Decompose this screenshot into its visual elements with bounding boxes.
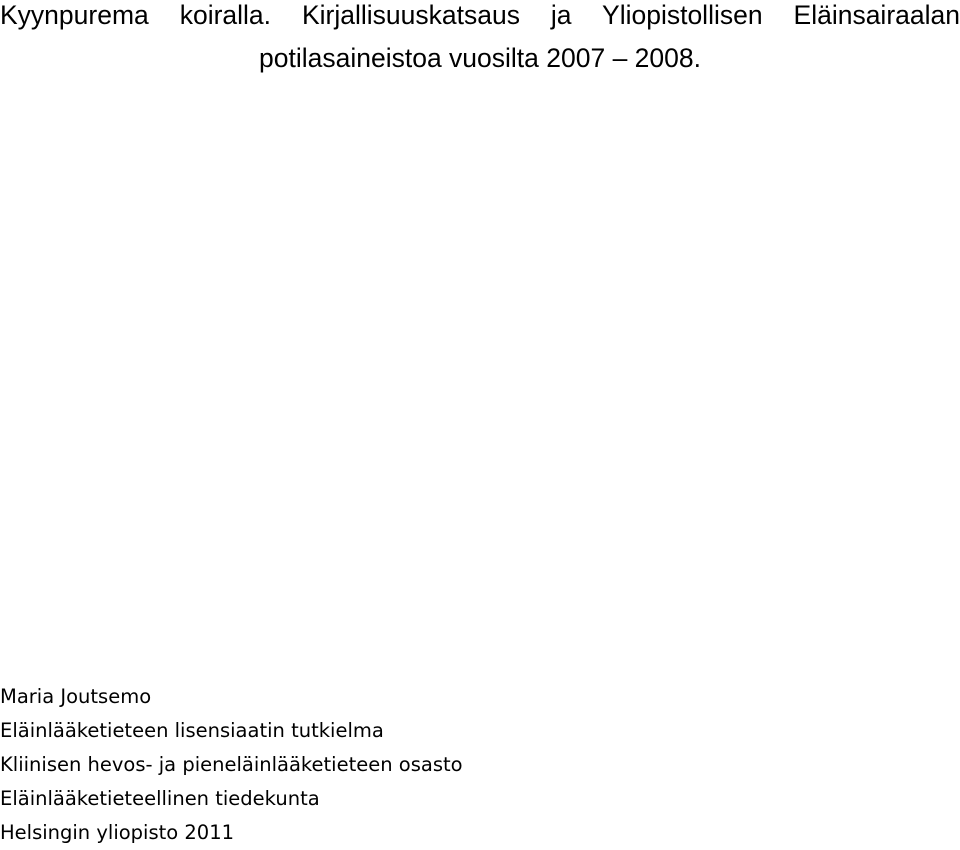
title-line-1: Kyynpurema koiralla. Kirjallisuuskatsaus ja Yliopistollisen Eläinsairaalan <box>0 0 960 30</box>
title-line-2: potilasaineistoa vuosilta 2007 – 2008. <box>259 43 701 73</box>
faculty-name: Eläinlääketieteellinen tiedekunta <box>0 787 320 810</box>
department-name: Kliinisen hevos- ja pieneläinlääketieteen osasto <box>0 753 463 776</box>
university-year: Helsingin yliopisto 2011 <box>0 821 235 844</box>
author-info-block <box>0 680 960 850</box>
thesis-type: Eläinlääketieteen lisensiaatin tutkielma <box>0 719 384 742</box>
author-name: Maria Joutsemo <box>0 685 152 708</box>
